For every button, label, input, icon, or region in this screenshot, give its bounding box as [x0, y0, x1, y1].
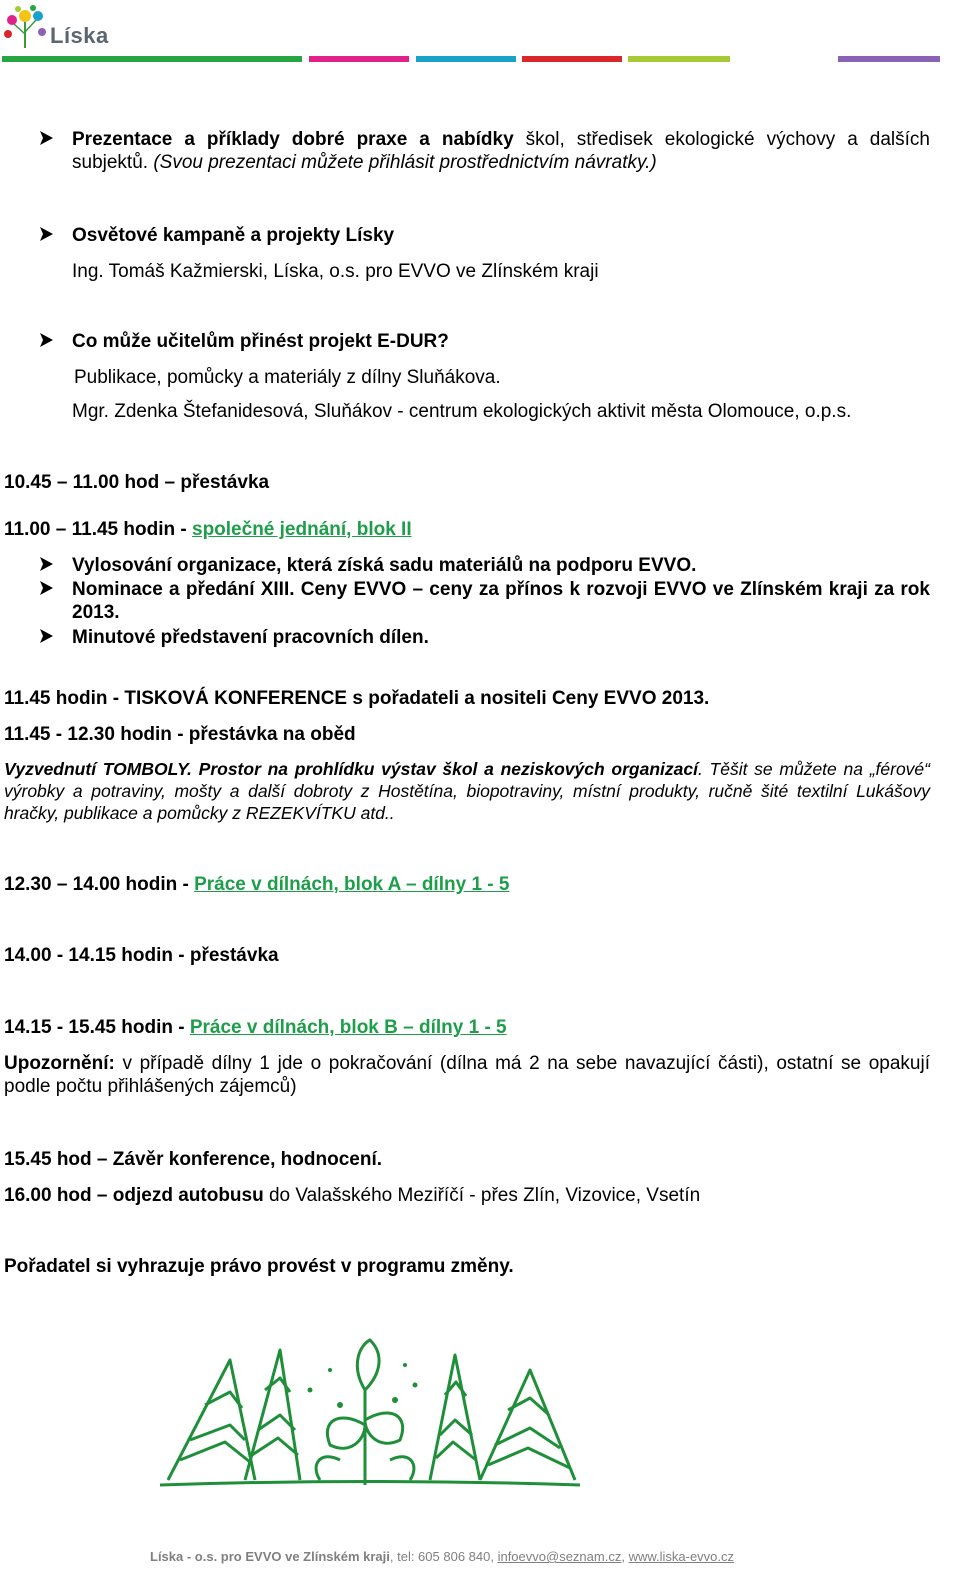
logo-text: Líska — [50, 23, 109, 48]
item-campaigns-speaker: Ing. Tomáš Kažmierski, Líska, o.s. pro EVVO ve Zlínském kraji — [72, 261, 599, 282]
header-bar-green — [2, 56, 302, 62]
arrow-bullet-icon — [38, 130, 56, 148]
footer-web-link[interactable]: www.liska-evvo.cz — [628, 1549, 735, 1564]
leaves-illustration-icon — [160, 1330, 580, 1490]
header-bar-lime — [628, 56, 730, 62]
bus-departure: 16.00 hod – odjezd autobusu do Valašského Meziříčí - přes Zlín, Vizovice, Vsetín — [4, 1185, 701, 1206]
arrow-bullet-icon — [38, 580, 56, 598]
block-b-link[interactable]: Práce v dílnách, blok B – dílny 1 - 5 — [189, 1017, 507, 1038]
block-a-heading: 12.30 – 14.00 hodin - Práce v dílnách, blok A – dílny 1 - 5 — [4, 874, 510, 895]
organizer-reserve-note: Pořadatel si vyhrazuje právo provést v programu změny. — [4, 1256, 514, 1277]
item-edur-speaker: Mgr. Zdenka Štefanidesová, Sluňákov - centrum ekologických aktivit města Olomouce, o.p.s. — [72, 401, 852, 422]
flower-logo-icon — [2, 4, 48, 50]
block-2-item-lottery: Vylosování organizace, která získá sadu materiálů na podporu EVVO. — [72, 555, 697, 576]
header-logo — [2, 4, 112, 52]
item-presentations-title: Prezentace a příklady dobré praxe a nabídky — [72, 129, 514, 150]
item-edur-desc: Publikace, pomůcky a materiály z dílny Sluňákova. — [74, 367, 501, 388]
tombola-paragraph: Vyzvednutí TOMBOLY. Prostor na prohlídku výstav škol a neziskových organizací. Těšit se můžete na „férové“ výrobky a potraviny, mošty a další dobroty z Hostětína, biopotraviny, místní produkty, ručně šité textilní Lukášovy hračky, publikace a pomůcky z REZEKVÍTKU atd.. — [4, 759, 930, 823]
block-2-link[interactable]: společné jednání, blok II — [192, 519, 412, 540]
block-a-link[interactable]: Práce v dílnách, blok A – dílny 1 - 5 — [194, 874, 510, 895]
block-2-item-workshops: Minutové představení pracovních dílen. — [72, 627, 429, 648]
item-campaigns-title: Osvětové kampaně a projekty Lísky — [72, 225, 395, 246]
footer-email-link[interactable]: infoevvo@seznam.cz — [497, 1549, 622, 1564]
block-2-item-nomination: Nominace a předání XIII. Ceny EVVO – ceny za přínos k rozvoji EVVO ve Zlínském kraji za rok 2013. — [72, 579, 930, 623]
notice-paragraph: Upozornění: v případě dílny 1 jde o pokračování (dílna má 2 na sebe navazující části), ostatní se opakují podle počtu přihlášených zájemců) — [4, 1053, 930, 1097]
arrow-bullet-icon — [38, 556, 56, 574]
press-conference: 11.45 hodin - TISKOVÁ KONFERENCE s pořadateli a nositeli Ceny EVVO 2013. — [4, 688, 710, 709]
lunch-break: 11.45 - 12.30 hodin - přestávka na oběd — [4, 724, 356, 745]
conference-end: 15.45 hod – Závěr konference, hodnocení. — [4, 1149, 383, 1170]
header-bar-pink — [309, 56, 409, 62]
break-2: 14.00 - 14.15 hodin - přestávka — [4, 945, 279, 966]
footer-org: Líska - o.s. pro EVVO ve Zlínském kraji — [150, 1549, 390, 1564]
item-presentations: Prezentace a příklady dobré praxe a nabídky škol, středisek ekologické výchovy a dalších subjektů. (Svou prezentaci můžete přihlásit prostřednictvím návratky.) — [72, 129, 930, 173]
block-2-heading: 11.00 – 11.45 hodin - společné jednání, blok II — [4, 519, 412, 540]
arrow-bullet-icon — [38, 332, 56, 350]
item-edur-title: Co může učitelům přinést projekt E-DUR? — [72, 331, 449, 352]
arrow-bullet-icon — [38, 226, 56, 244]
break-1: 10.45 – 11.00 hod – přestávka — [4, 472, 270, 493]
block-b-heading: 14.15 - 15.45 hodin - Práce v dílnách, blok B – dílny 1 - 5 — [4, 1017, 507, 1038]
arrow-bullet-icon — [38, 628, 56, 646]
header-bar-red — [522, 56, 622, 62]
header-bar-blue — [416, 56, 516, 62]
header-bar-purple — [838, 56, 940, 62]
footer: Líska - o.s. pro EVVO ve Zlínském kraji, tel: 605 806 840, infoevvo@seznam.cz, www.liska-evvo.cz — [150, 1549, 735, 1564]
